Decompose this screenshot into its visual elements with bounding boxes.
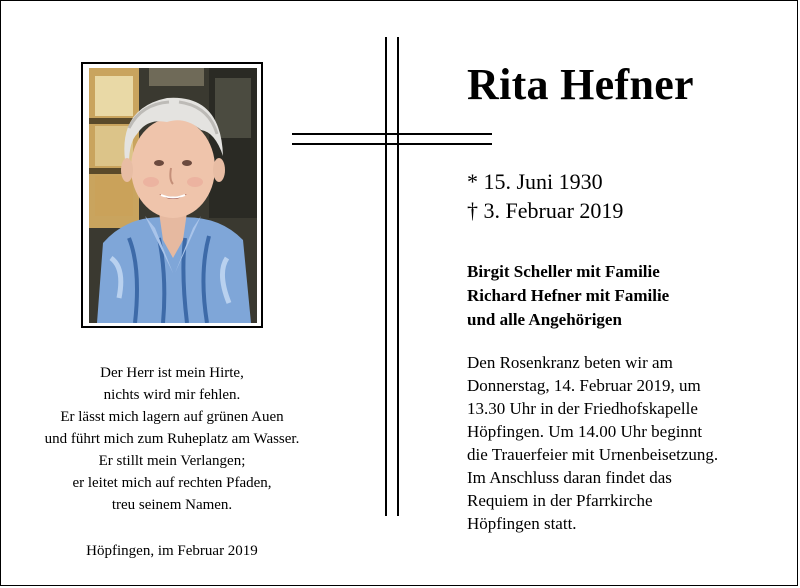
psalm-verse — [23, 362, 321, 516]
portrait-photo — [89, 68, 257, 323]
portrait-frame — [81, 62, 263, 328]
deceased-name: Rita Hefner — [467, 60, 694, 109]
place-and-date: Höpfingen, im Februar 2019 — [86, 543, 258, 559]
verse-line: Er lässt mich lagern auf grünen Auen — [60, 409, 284, 425]
verse-line: Der Herr ist mein Hirte, — [100, 365, 244, 381]
verse-line: er leitet mich auf rechten Pfaden, — [72, 475, 272, 491]
notice-line: Höpfingen statt. — [467, 514, 577, 533]
death-date: † 3. Februar 2019 — [467, 198, 624, 223]
notice-line: Im Anschluss daran findet das — [467, 468, 672, 487]
service-notice — [467, 351, 718, 535]
verse-line: Er stillt mein Verlangen; — [98, 453, 246, 469]
life-dates — [467, 167, 623, 225]
notice-line: Requiem in der Pfarrkirche — [467, 491, 653, 510]
verse-line: treu seinem Namen. — [111, 497, 233, 513]
cross-vertical-bar — [385, 37, 399, 516]
verse-line: und führt mich zum Ruheplatz am Wasser. — [44, 431, 300, 447]
notice-line: Den Rosenkranz beten wir am — [467, 353, 673, 372]
notice-line: Donnerstag, 14. Februar 2019, um — [467, 376, 701, 395]
cross-intersection — [387, 135, 397, 143]
portrait-illustration — [89, 68, 257, 323]
notice-line: die Trauerfeier mit Urnenbeisetzung. — [467, 445, 719, 464]
notice-line: Höpfingen. Um 14.00 Uhr beginnt — [467, 422, 703, 441]
verse-line: nichts wird mir fehlen. — [103, 387, 241, 403]
mourner-line: und alle Angehörigen — [467, 310, 622, 329]
notice-line: 13.30 Uhr in der Friedhofskapelle — [467, 399, 698, 418]
mourner-line: Richard Hefner mit Familie — [467, 286, 670, 305]
mourners-list — [467, 260, 669, 332]
birth-date: * 15. Juni 1930 — [467, 169, 603, 194]
mourner-line: Birgit Scheller mit Familie — [467, 262, 660, 281]
